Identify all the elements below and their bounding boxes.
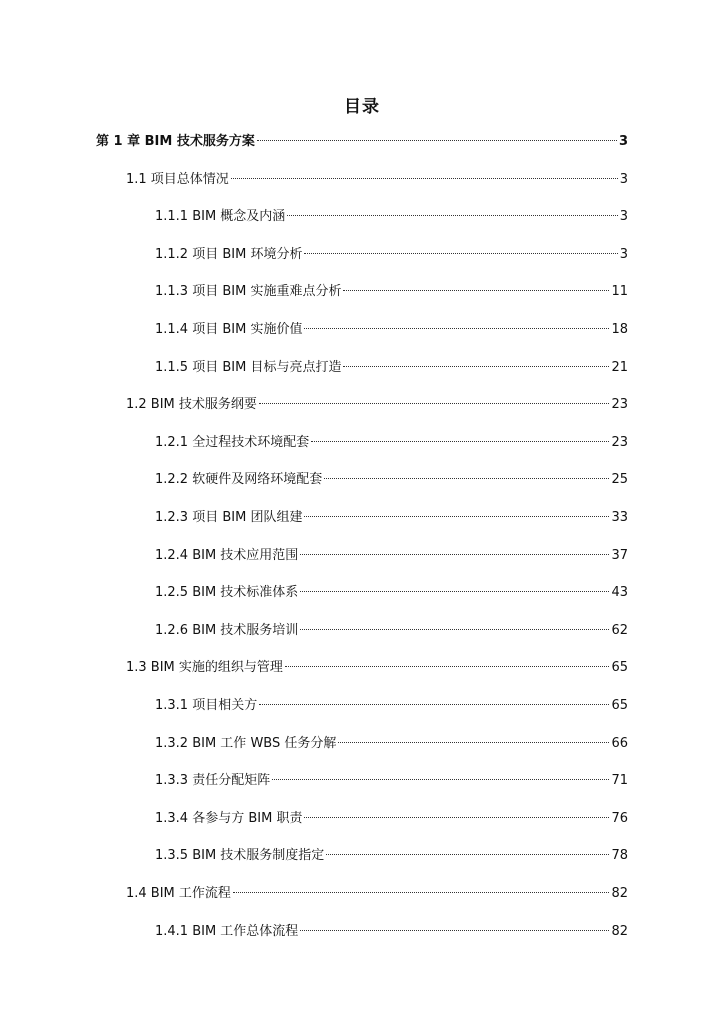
toc-dot-leader (300, 930, 609, 931)
toc-entry-title: 1.3.3 责任分配矩阵 (155, 773, 271, 789)
toc-entry-title: 1.2.2 软硬件及网络环境配套 (155, 472, 323, 488)
toc-entry-page-number: 3 (619, 246, 628, 262)
toc-entry-title: 1.4 BIM 工作流程 (126, 886, 231, 901)
toc-entry-title: 1.1.3 项目 BIM 实施重难点分析 (155, 284, 342, 300)
toc-entry-page-number: 3 (619, 209, 628, 225)
toc-entry-page-number: 21 (611, 359, 628, 375)
toc-dot-leader (257, 140, 617, 141)
toc-entry-title: 第 1 章 BIM 技术服务方案 (96, 134, 255, 149)
toc-dot-leader (259, 403, 610, 404)
toc-entry-title: 1.1.1 BIM 概念及内涵 (155, 209, 286, 225)
toc-entry-title: 1.2 BIM 技术服务纲要 (126, 397, 257, 413)
toc-dot-leader (304, 516, 609, 517)
toc-entry[interactable] (96, 131, 628, 153)
toc-entry-page-number: 11 (611, 284, 628, 300)
toc-entry[interactable] (155, 432, 628, 454)
toc-entry[interactable] (155, 357, 628, 379)
toc-entry-title: 1.3 BIM 实施的组织与管理 (126, 660, 283, 676)
toc-entry-title: 1.1 项目总体情况 (126, 171, 229, 187)
toc-dot-leader (304, 328, 609, 329)
toc-entry[interactable] (155, 620, 628, 642)
toc-entry-page-number: 65 (611, 660, 628, 676)
toc-entry-page-number: 78 (611, 848, 628, 864)
toc-entry[interactable] (155, 808, 628, 830)
toc-entry[interactable] (126, 883, 628, 905)
toc-entry[interactable] (155, 845, 628, 867)
toc-entry-page-number: 3 (619, 171, 628, 187)
toc-entry[interactable] (126, 169, 628, 191)
toc-entry-page-number: 23 (611, 397, 628, 413)
toc-dot-leader (287, 215, 617, 216)
toc-dot-leader (300, 591, 609, 592)
toc-entry[interactable] (155, 545, 628, 567)
toc-entry-page-number: 82 (611, 886, 628, 901)
toc-entry[interactable] (126, 394, 628, 416)
toc-entry-title: 1.3.2 BIM 工作 WBS 任务分解 (155, 735, 337, 751)
toc-entry-title: 1.1.5 项目 BIM 目标与亮点打造 (155, 359, 342, 375)
toc-entry-page-number: 25 (611, 472, 628, 488)
toc-dot-leader (300, 629, 609, 630)
toc-dot-leader (326, 854, 609, 855)
toc-entry-title: 1.3.5 BIM 技术服务制度指定 (155, 848, 325, 864)
toc-entry-page-number: 33 (611, 510, 628, 525)
toc-entry-title: 1.2.6 BIM 技术服务培训 (155, 622, 299, 638)
toc-dot-leader (285, 666, 610, 667)
toc-dot-leader (343, 290, 609, 291)
toc-dot-leader (259, 704, 609, 705)
toc-dot-leader (300, 554, 609, 555)
toc-entry-title: 1.3.4 各参与方 BIM 职责 (155, 810, 303, 826)
toc-dot-leader (338, 742, 609, 743)
toc-entry[interactable] (155, 507, 628, 529)
toc-entry[interactable] (155, 281, 628, 303)
toc-entry[interactable] (126, 657, 628, 679)
toc-dot-leader (343, 366, 609, 367)
toc-entry[interactable] (155, 695, 628, 717)
toc-entry-title: 1.1.4 项目 BIM 实施价值 (155, 322, 303, 337)
toc-dot-leader (231, 178, 618, 179)
toc-entry-page-number: 82 (611, 923, 628, 939)
toc-entry[interactable] (155, 206, 628, 228)
toc-entry-page-number: 18 (611, 322, 628, 337)
toc-entry-title: 1.1.2 项目 BIM 环境分析 (155, 246, 303, 262)
toc-entry-page-number: 71 (611, 773, 628, 789)
toc-entry-page-number: 23 (611, 434, 628, 450)
toc-entry-title: 1.2.5 BIM 技术标准体系 (155, 585, 299, 601)
toc-entry[interactable] (155, 921, 628, 943)
toc-entry-title: 1.4.1 BIM 工作总体流程 (155, 923, 299, 939)
toc-dot-leader (324, 478, 609, 479)
toc-entry-title: 1.2.1 全过程技术环境配套 (155, 434, 310, 450)
toc-entry-page-number: 3 (618, 134, 628, 149)
toc-entry-page-number: 43 (611, 585, 628, 601)
toc-dot-leader (304, 817, 609, 818)
toc-dot-leader (233, 892, 610, 893)
toc-entry[interactable] (155, 469, 628, 491)
toc-entry[interactable] (155, 319, 628, 341)
toc-entry[interactable] (155, 244, 628, 266)
toc-entry[interactable] (155, 733, 628, 755)
toc-entry-page-number: 66 (611, 735, 628, 751)
toc-title: 目录 (344, 97, 380, 117)
toc-entry[interactable] (155, 770, 628, 792)
toc-dot-leader (272, 779, 609, 780)
toc-entry-title: 1.2.3 项目 BIM 团队组建 (155, 510, 303, 525)
toc-dot-leader (304, 253, 617, 254)
toc-entry-title: 1.2.4 BIM 技术应用范围 (155, 547, 299, 563)
toc-entry-page-number: 76 (611, 810, 628, 826)
toc-entry-title: 1.3.1 项目相关方 (155, 698, 258, 713)
toc-entry[interactable] (155, 582, 628, 604)
toc-entry-page-number: 65 (611, 698, 628, 713)
toc-entry-page-number: 62 (611, 622, 628, 638)
toc-dot-leader (311, 441, 609, 442)
toc-entry-page-number: 37 (611, 547, 628, 563)
